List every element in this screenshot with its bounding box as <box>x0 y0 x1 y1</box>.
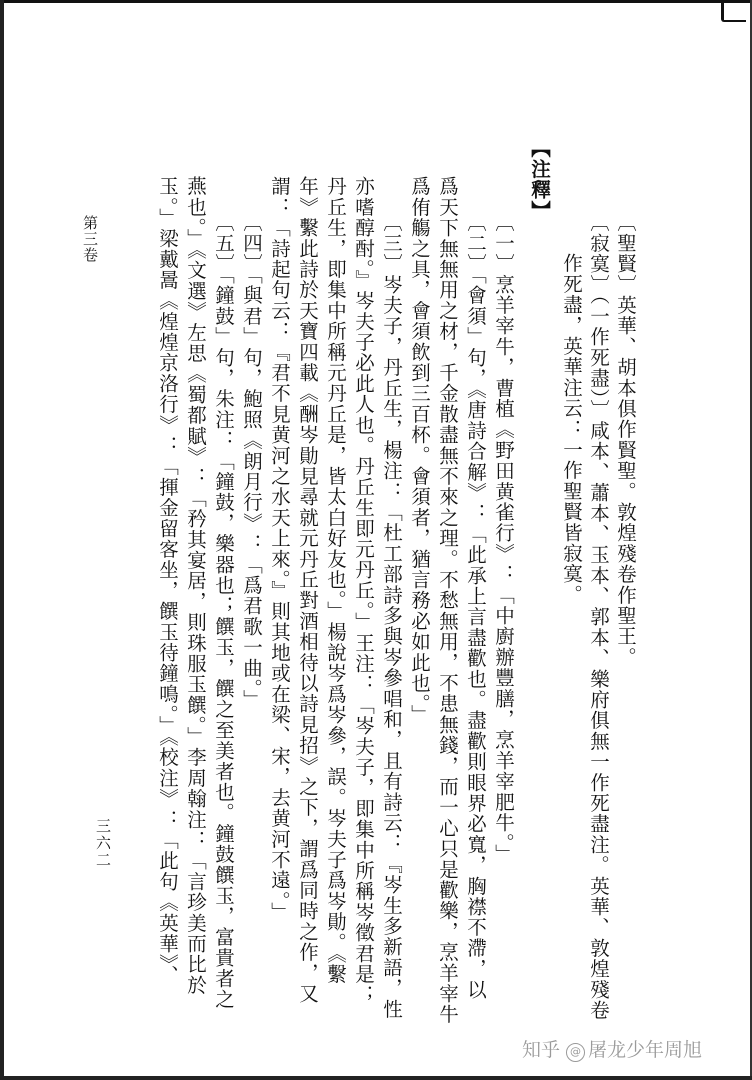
text-column-15: 〔五〕「鐘鼓」句，朱注：「鐘鼓，樂器也；饌玉，饌之至美者也。鐘鼓饌玉，富貴者之 <box>212 212 235 1010</box>
text-column-12: 年》繫此詩於天寶四載《酬岑勛見尋就元丹丘對酒相待以詩見招》之下，謂爲同時之作，又 <box>296 176 319 1004</box>
volume-label: 第三卷 <box>81 215 99 263</box>
watermark-user: 屠龙少年周旭 <box>588 1039 703 1061</box>
text-column-3: 作死盡，英華注云：一作聖賢皆寂寞。 <box>560 253 583 605</box>
text-column-9: 〔三〕岑夫子，丹丘生，楊注：「杜工部詩多與岑參唱和，且有詩云：『岑生多新語，性 <box>380 212 403 1020</box>
text-column-16: 燕也。」《文選》左思《蜀都賦》：「矜其宴居，則珠服玉饌。」李周翰注：「言珍美而比於 <box>184 176 207 996</box>
at-icon: @ <box>566 1043 585 1062</box>
text-column-11: 丹丘生，即集中所稱元丹丘是，皆太白好友也。」楊說岑爲岑參，誤。岑夫子爲岑勛。《繫 <box>324 176 347 985</box>
scan-bottom-edge <box>0 1076 752 1080</box>
text-column-6: 〔二〕「會須」句，《唐詩合解》：「此承上言盡歡也。盡歡則眼界必寬，胸襟不滯，以 <box>464 212 487 1000</box>
text-column-13: 謂：「詩起句云：『君不見黄河之水天上來。』則其地或在梁、宋，去黄河不遠。」 <box>268 176 291 923</box>
text-column-2: 〔寂寞〕（一作死盡）〕咸本、蕭本、玉本、郭本、樂府俱無一作死盡注。英華、敦煌殘卷 <box>587 212 610 1021</box>
text-column-5: 〔一〕烹羊宰牛，曹植《野田黄雀行》：「中廚辦豐膳，烹羊宰肥牛。」 <box>492 212 515 865</box>
scan-left-edge <box>0 0 4 1080</box>
page-number: 三六二 <box>94 818 112 869</box>
section-heading-notes: 【注釋】 <box>528 138 551 221</box>
page-top-border <box>0 0 752 3</box>
text-column-10: 亦嗜醇酎。』岑夫子必此人也。丹丘生即元丹丘。」王注：「岑夫子，即集中所稱岑徵君是； <box>352 176 375 1006</box>
watermark-site: 知乎 <box>522 1039 561 1061</box>
text-column-8: 爲侑觴之具，會須飲到三百杯。會須者，猶言務必如此也。」 <box>408 176 431 726</box>
text-column-17: 玉。」梁戴暠《煌煌京洛行》：「揮金留客坐，饌玉待鐘鳴。」《校注》：「此句《英華》、 <box>156 176 179 986</box>
text-column-14: 〔四〕「與君」句，鮑照《朗月行》：「爲君歌一曲。」 <box>240 212 263 710</box>
page-corner-mark <box>721 0 746 22</box>
text-column-1: 〔聖賢〕英華、胡本俱作賢聖。敦煌殘卷作聖王。 <box>614 212 637 668</box>
watermark <box>522 1035 702 1062</box>
text-column-7: 爲天下無無用之材，千金散盡無不來之理。不愁無用，不患無錢，而一心只是歡樂，烹羊宰牛 <box>436 176 459 1025</box>
